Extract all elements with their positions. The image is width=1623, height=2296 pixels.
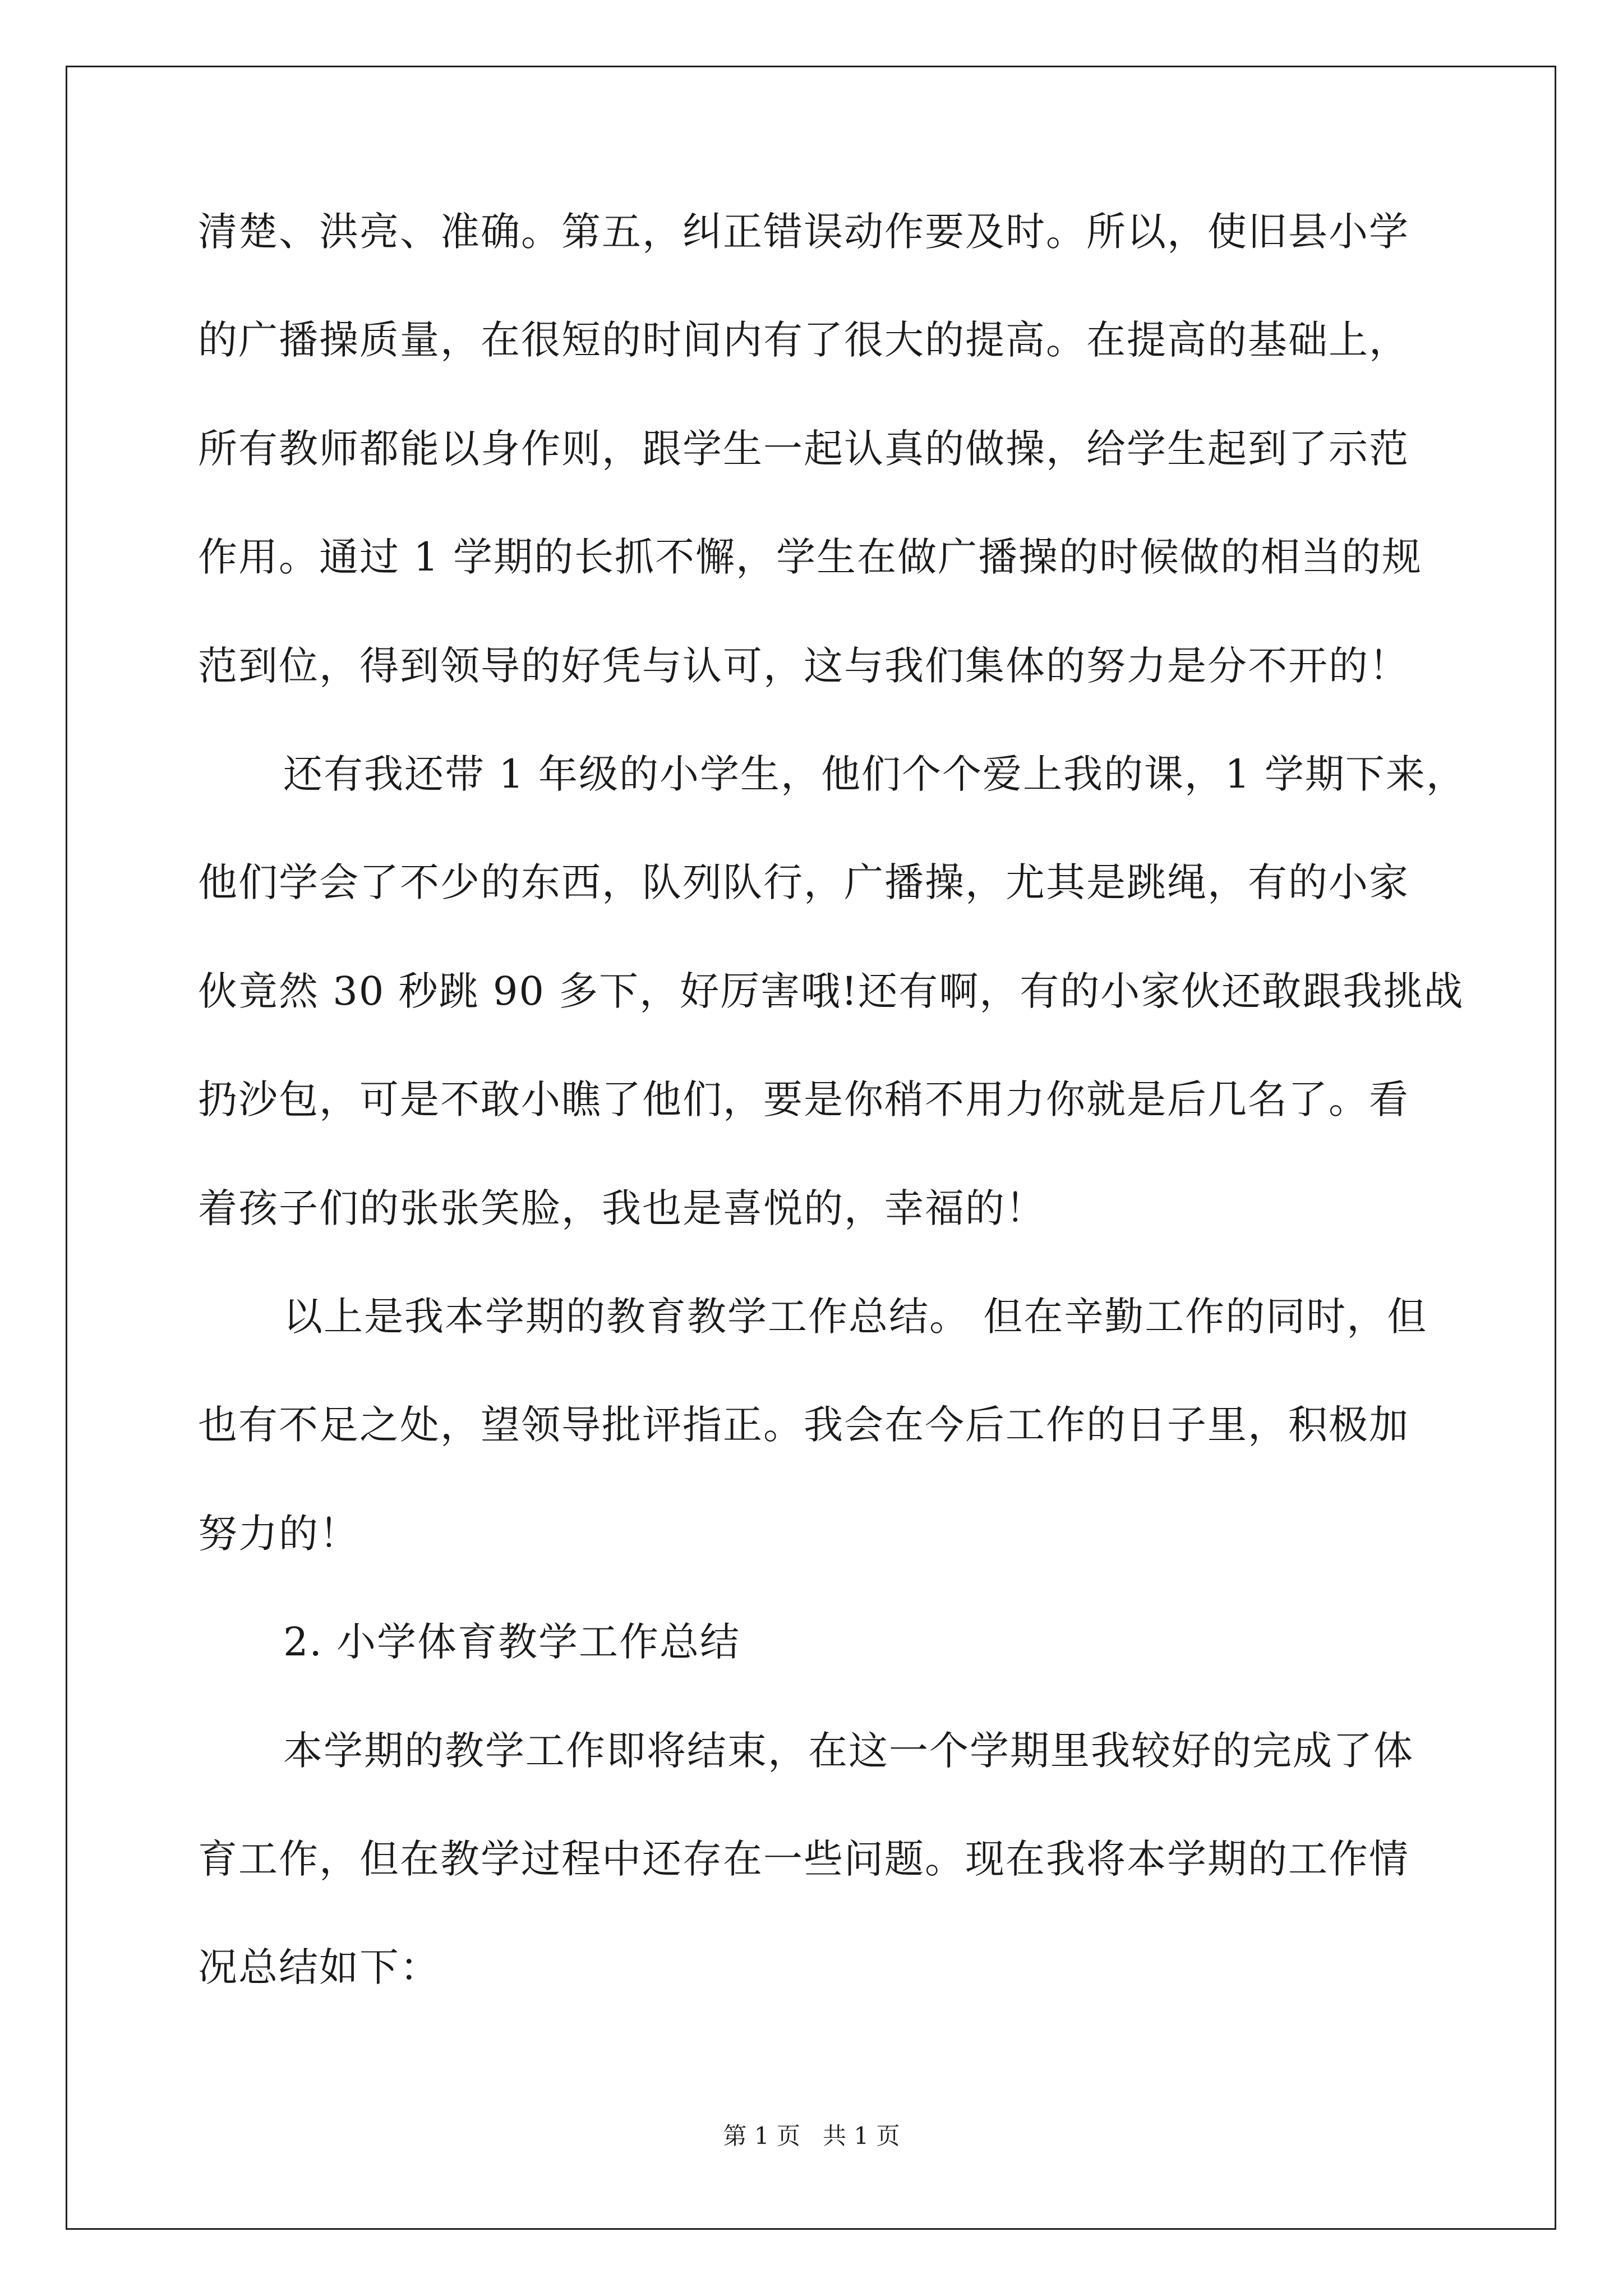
text-line: 扔沙包，可是不敢小瞧了他们，要是你稍不用力你就是后几名了。看 bbox=[198, 1076, 1409, 1122]
page-footer: 第 1 页 共 1 页 bbox=[723, 2122, 900, 2150]
text-line: 作用。通过 1 学期的长抓不懈，学生在做广播操的时候做的相当的规 bbox=[198, 534, 1423, 580]
page-border bbox=[66, 66, 1556, 2230]
text-line: 本学期的教学工作即将结束，在这一个学期里我较好的完成了体 bbox=[283, 1728, 1414, 1774]
text-line: 育工作，但在教学过程中还存在一些问题。现在我将本学期的工作情 bbox=[198, 1836, 1409, 1882]
text-line: 况总结如下： bbox=[198, 1944, 440, 1990]
text-line: 努力的！ bbox=[198, 1511, 359, 1557]
text-line: 以上是我本学期的教育教学工作总结。 但在辛勤工作的同时，但 bbox=[283, 1294, 1428, 1340]
text-line: 还有我还带 1 年级的小学生，他们个个爱上我的课，1 学期下来， bbox=[283, 751, 1467, 797]
text-line: 也有不足之处，望领导批评指正。我会在今后工作的日子里，积极加 bbox=[198, 1402, 1409, 1448]
text-line: 2. 小学体育教学工作总结 bbox=[283, 1619, 741, 1665]
text-line: 的广播操质量，在很短的时间内有了很大的提高。在提高的基础上， bbox=[198, 317, 1409, 363]
text-line: 范到位，得到领导的好凭与认可，这与我们集体的努力是分不开的！ bbox=[198, 643, 1409, 689]
text-line: 伙竟然 30 秒跳 90 多下，好厉害哦!还有啊，有的小家伙还敢跟我挑战 bbox=[198, 968, 1464, 1014]
text-line: 所有教师都能以身作则，跟学生一起认真的做操，给学生起到了示范 bbox=[198, 426, 1409, 472]
text-line: 着孩子们的张张笑脸，我也是喜悦的，幸福的！ bbox=[198, 1185, 1046, 1231]
text-line: 清楚、洪亮、准确。第五，纠正错误动作要及时。所以，使旧县小学 bbox=[198, 209, 1409, 255]
text-line: 他们学会了不少的东西，队列队行，广播操，尤其是跳绳，有的小家 bbox=[198, 859, 1409, 905]
